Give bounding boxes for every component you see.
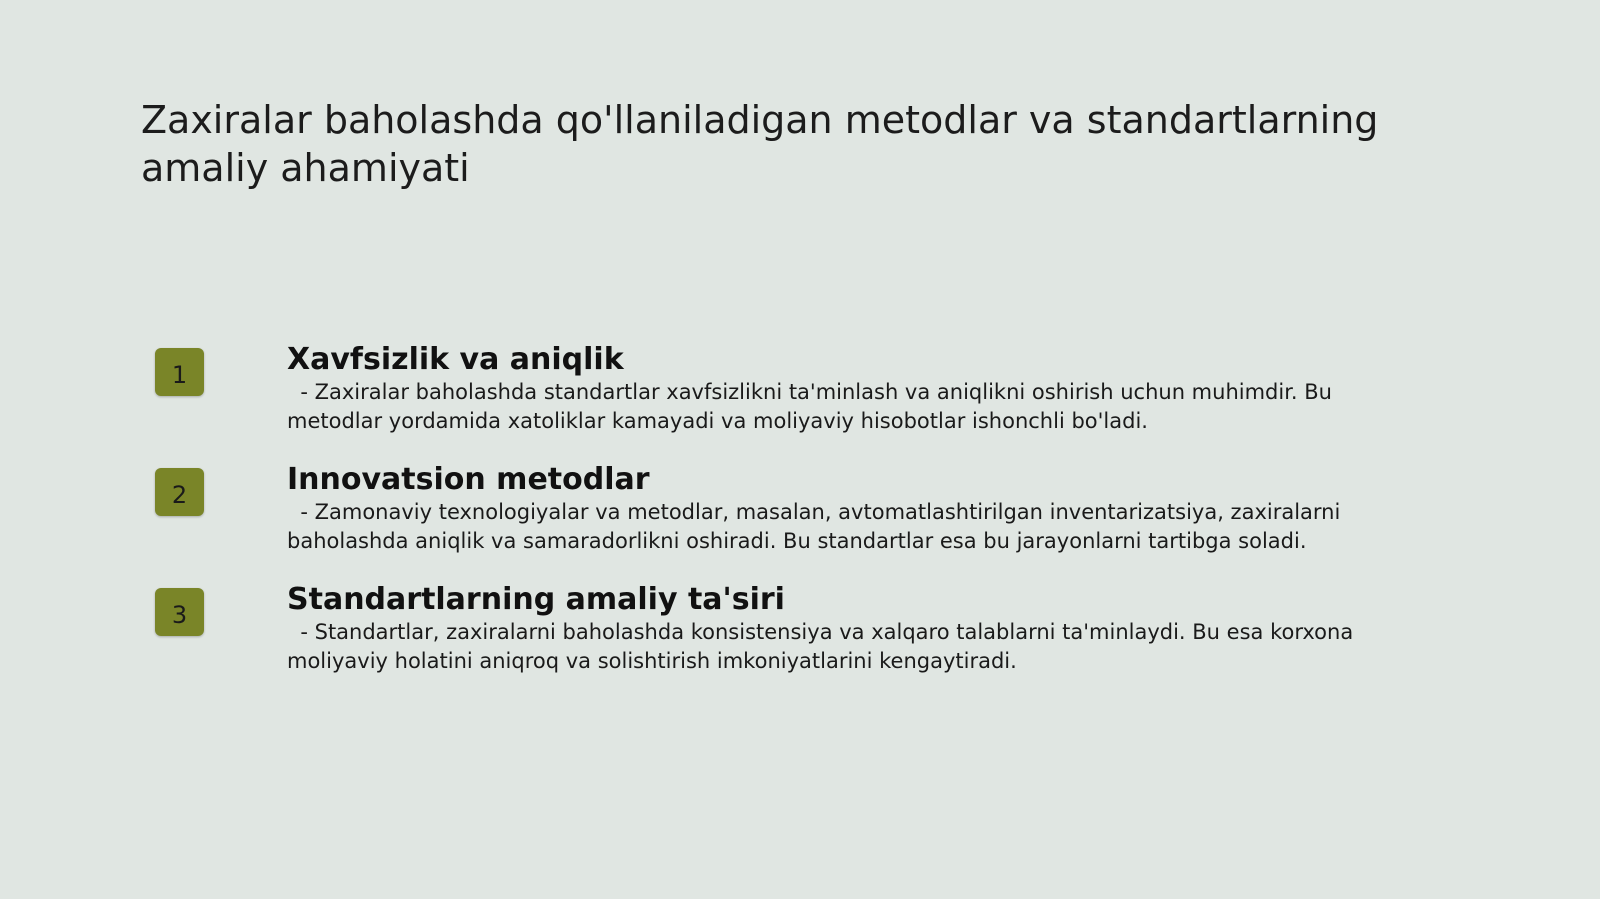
- item-body: - Zaxiralar baholashda standartlar xavfsizlikni ta'minlash va aniqlikni oshirish uchun muhimdir. Bu metodlar yordamida xatoliklar kamayadi va moliyaviy hisobotlar ishonchli bo'ladi.: [287, 380, 1339, 433]
- number-badge: [155, 468, 204, 516]
- badge-number: 1: [171, 361, 188, 389]
- number-badge: [155, 588, 204, 636]
- badge-number: 3: [171, 601, 188, 629]
- number-badge: [155, 348, 204, 396]
- item-heading: Standartlarning amaliy ta'siri: [287, 582, 785, 617]
- badge-number: 2: [171, 481, 188, 509]
- item-heading: Innovatsion metodlar: [287, 462, 650, 497]
- item-heading: Xavfsizlik va aniqlik: [287, 342, 624, 377]
- item-body: - Zamonaviy texnologiyalar va metodlar, masalan, avtomatlashtirilgan inventarizatsiya, zaxiralarni baholashda aniqlik va samaradorlikni oshiradi. Bu standartlar esa bu jarayonlarni tartibga soladi.: [287, 500, 1348, 553]
- item-body: - Standartlar, zaxiralarni baholashda konsistensiya va xalqaro talablarni ta'minlaydi. Bu esa korxona moliyaviy holatini aniqroq va solishtirish imkoniyatlarini kengaytiradi.: [287, 620, 1360, 673]
- slide-title: Zaxiralar baholashda qo'llaniladigan metodlar va standartlarning amaliy ahamiyati: [141, 98, 1379, 190]
